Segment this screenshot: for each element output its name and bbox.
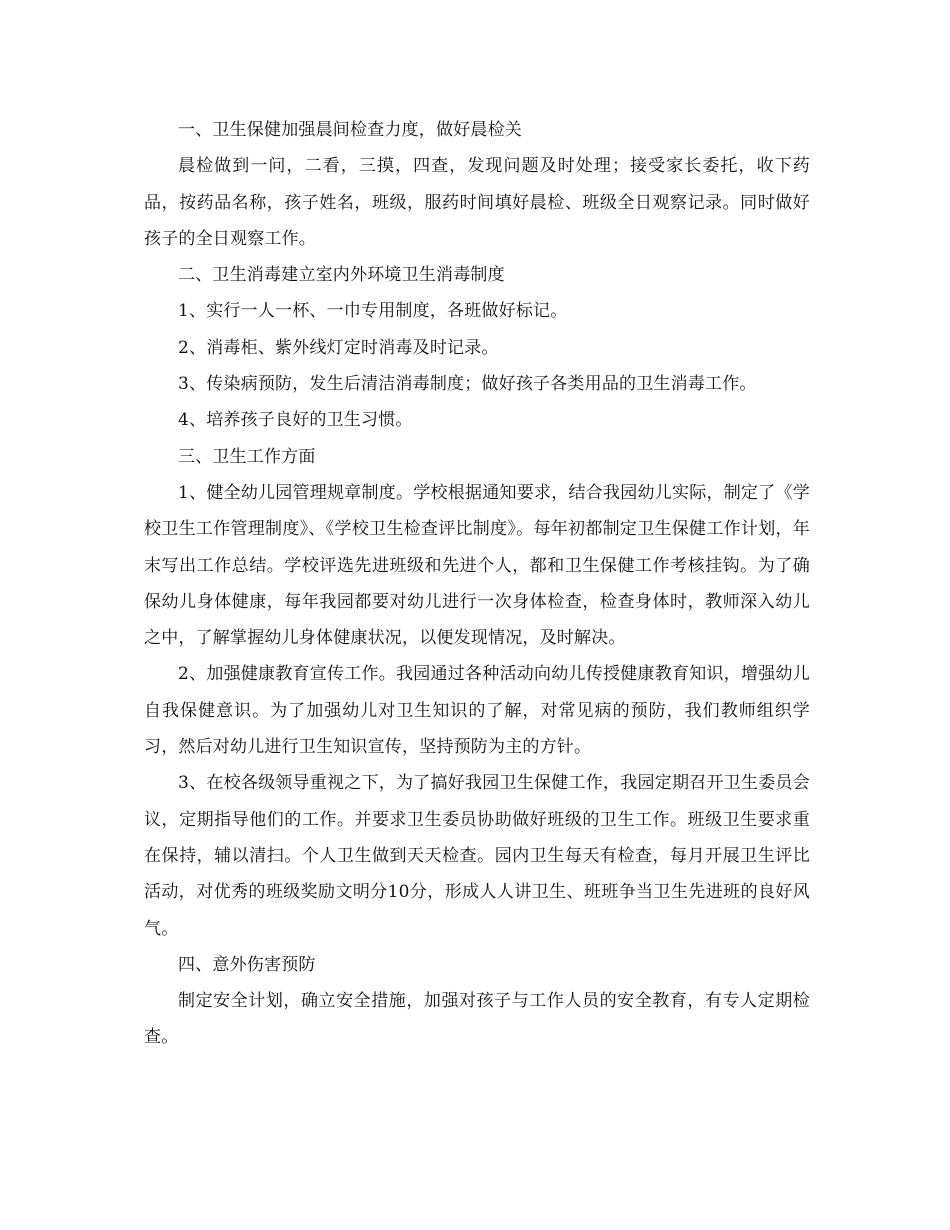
list-item-1: 1、实行一人一杯、一巾专用制度，各班做好标记。 xyxy=(178,301,568,322)
section-heading-hygiene-work: 三、卫生工作方面 xyxy=(178,446,316,467)
paragraph-management-rules: 1、健全幼儿园管理规章制度。学校根据通知要求，结合我园幼儿实际，制定了《学校卫生工作管理制度》、《学校卫生检查评比制度》。每年初都制定卫生保健工作计划，年末写出工作总结。学校评选先进班级和先进个人，都和卫生保健工作考核挂钩。为了确保幼儿身体健康，每年我园都要对幼儿进行一次身体检查，检查身体时，教师深入幼儿之中，了解掌握幼儿身体健康状况，以便发现情况，及时解决。 xyxy=(144,482,810,649)
list-item-3: 3、传染病预防，发生后清洁消毒制度；做好孩子各类用品的卫生消毒工作。 xyxy=(178,374,757,395)
paragraph-safety-plan: 制定安全计划，确立安全措施，加强对孩子与工作人员的安全教育，有专人定期检查。 xyxy=(144,991,810,1048)
list-item-4: 4、培养孩子良好的卫生习惯。 xyxy=(178,410,413,431)
section-heading-disinfection: 二、卫生消毒建立室内外环境卫生消毒制度 xyxy=(178,265,505,286)
section-heading-hygiene-care: 一、卫生保健加强晨间检查力度，做好晨检关 xyxy=(178,120,522,140)
list-item-2: 2、消毒柜、紫外线灯定时消毒及时记录。 xyxy=(178,337,499,358)
paragraph-leadership: 3、在校各级领导重视之下，为了搞好我园卫生保健工作，我园定期召开卫生委员会议，定期指导他们的工作。并要求卫生委员协助做好班级的卫生工作。班级卫生要求重在保持，辅以清扫。个人卫生做到天天检查。园内卫生每天有检查，每月开展卫生评比活动，对优秀的班级奖励文明分10分，形成人人讲卫生、班班争当卫生先进班的良好风气。 xyxy=(144,773,810,939)
paragraph-health-education: 2、加强健康教育宣传工作。我园通过各种活动向幼儿传授健康教育知识，增强幼儿自我保健意识。为了加强幼儿对卫生知识的了解，对常见病的预防，我们教师组织学习，然后对幼儿进行卫生知识宣传，坚持预防为主的方针。 xyxy=(144,664,810,758)
document-body xyxy=(144,112,810,1056)
section-heading-accident-prevention: 四、意外伤害预防 xyxy=(178,954,316,975)
paragraph-morning-check: 晨检做到一问，二看，三摸，四查，发现问题及时处理；接受家长委托，收下药品，按药品名称，孩子姓名，班级，服药时间填好晨检、班级全日观察记录。同时做好孩子的全日观察工作。 xyxy=(144,156,810,249)
